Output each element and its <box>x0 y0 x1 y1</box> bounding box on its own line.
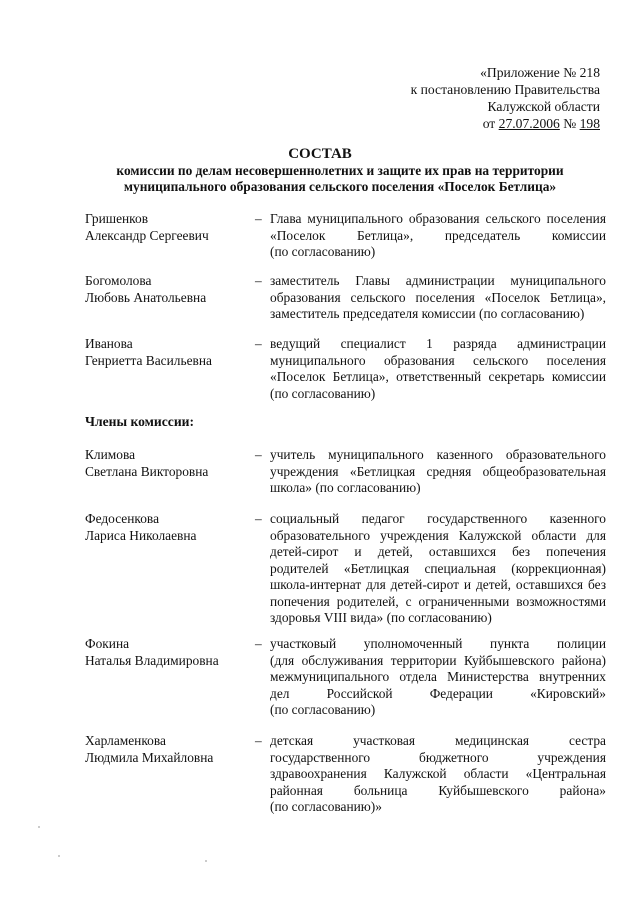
appendix-number-prefix: № <box>559 116 580 131</box>
person-given-names: Генриетта Васильевна <box>85 352 212 368</box>
role-line: детей-сирот и детей, оставшихся без попечения <box>270 544 606 559</box>
person-surname: Богомолова <box>85 273 152 288</box>
person-role <box>270 636 606 719</box>
person-role <box>270 336 606 402</box>
dash-separator: – <box>255 636 262 651</box>
scan-speck <box>38 826 40 828</box>
role-line: (по согласованию) <box>270 244 376 259</box>
dash-separator: – <box>255 336 262 351</box>
person-name <box>85 511 255 544</box>
person-surname: Гришенков <box>85 211 149 226</box>
role-line: детская участковая медицинская сестра <box>270 733 606 748</box>
role-line: заместитель Главы администрации муниципального <box>270 273 606 288</box>
role-line: районная больница Куйбышевского района» <box>270 782 606 798</box>
appendix-date: 27.07.2006 <box>498 116 560 131</box>
person-surname: Климова <box>85 447 136 462</box>
role-line: здравоохранения Калужской области «Центральная <box>270 766 606 781</box>
role-line: учитель муниципального казенного образовательного <box>270 447 606 462</box>
appendix-number: 198 <box>579 116 600 131</box>
appendix-line-3: Калужской области <box>487 99 600 114</box>
role-line: школа-интернат для детей-сирот и детей, оставшихся без <box>270 577 606 592</box>
person-given-names: Лариса Николаевна <box>85 527 197 543</box>
role-line: государственного бюджетного учреждения <box>270 749 606 765</box>
role-line: дел Российской Федерации «Кировский» <box>270 685 606 701</box>
role-line: (по согласованию)» <box>270 799 382 814</box>
person-role <box>270 273 606 323</box>
dash-separator: – <box>255 733 262 748</box>
appendix-date-prefix: от <box>482 116 499 131</box>
members-heading: Члены комиссии: <box>85 414 195 429</box>
appendix-line-2: к постановлению Правительства <box>410 82 600 97</box>
role-line: школа» (по согласованию) <box>270 480 421 495</box>
person-given-names: Любовь Анатольевна <box>85 289 207 305</box>
person-name <box>85 211 255 244</box>
subtitle-line-1: комиссии по делам несовершеннолетних и защите их прав на территории <box>116 163 564 178</box>
role-line: социальный педагог государственного казенного <box>270 511 606 526</box>
role-line: муниципального образования сельского поселения <box>270 352 606 368</box>
appendix-header <box>411 64 600 132</box>
document-subtitle <box>70 163 610 195</box>
person-name <box>85 447 255 480</box>
document-title: СОСТАВ <box>288 146 352 162</box>
person-role <box>270 447 606 497</box>
person-given-names: Наталья Владимировна <box>85 652 219 668</box>
scan-speck <box>58 855 60 857</box>
role-line: родителей «Бетлицкая специальная (коррекционная) <box>270 560 606 576</box>
person-surname: Харламенкова <box>85 733 166 748</box>
dash-separator: – <box>255 511 262 526</box>
person-given-names: Светлана Викторовна <box>85 463 209 479</box>
role-line: образовательного учреждения Калужской области для <box>270 527 606 543</box>
role-line: здоровья VIII вида» (по согласованию) <box>270 610 492 625</box>
dash-separator: – <box>255 211 262 226</box>
person-surname: Федосенкова <box>85 511 160 526</box>
appendix-line-4 <box>411 115 600 132</box>
role-line: образования сельского поселения «Поселок Бетлица», <box>270 289 606 305</box>
person-name <box>85 273 255 306</box>
scan-speck <box>205 860 207 862</box>
role-line: участковый уполномоченный пункта полиции <box>270 636 606 651</box>
person-role <box>270 211 606 261</box>
person-name <box>85 636 255 669</box>
role-line: учреждения «Бетлицкая средняя общеобразовательная <box>270 463 606 479</box>
role-line: (по согласованию) <box>270 702 376 717</box>
person-role <box>270 733 606 816</box>
person-surname: Иванова <box>85 336 133 351</box>
role-line: (по согласованию) <box>270 385 376 401</box>
person-name <box>85 336 255 369</box>
person-given-names: Александр Сергеевич <box>85 227 209 243</box>
person-name <box>85 733 255 766</box>
role-line: межмуниципального отдела Министерства внутренних <box>270 669 606 684</box>
role-line: «Поселок Бетлица», председатель комиссии <box>270 227 606 243</box>
role-line: ведущий специалист 1 разряда администрации <box>270 336 606 351</box>
role-line: попечения родителей, с ограниченными возможностями <box>270 593 606 609</box>
role-line: Глава муниципального образования сельского поселения <box>270 211 606 226</box>
role-line: заместитель председателя комиссии (по согласованию) <box>270 306 585 321</box>
role-line: (для обслуживания территории Куйбышевского района) <box>270 652 606 668</box>
person-role <box>270 511 606 627</box>
person-surname: Фокина <box>85 636 130 651</box>
role-line: «Поселок Бетлица», ответственный секретарь комиссии <box>270 369 606 384</box>
subtitle-line-2: муниципального образования сельского поселения «Поселок Бетлица» <box>123 179 557 194</box>
dash-separator: – <box>255 447 262 462</box>
appendix-line-1: «Приложение № 218 <box>480 65 600 80</box>
person-given-names: Людмила Михайловна <box>85 749 214 765</box>
dash-separator: – <box>255 273 262 288</box>
